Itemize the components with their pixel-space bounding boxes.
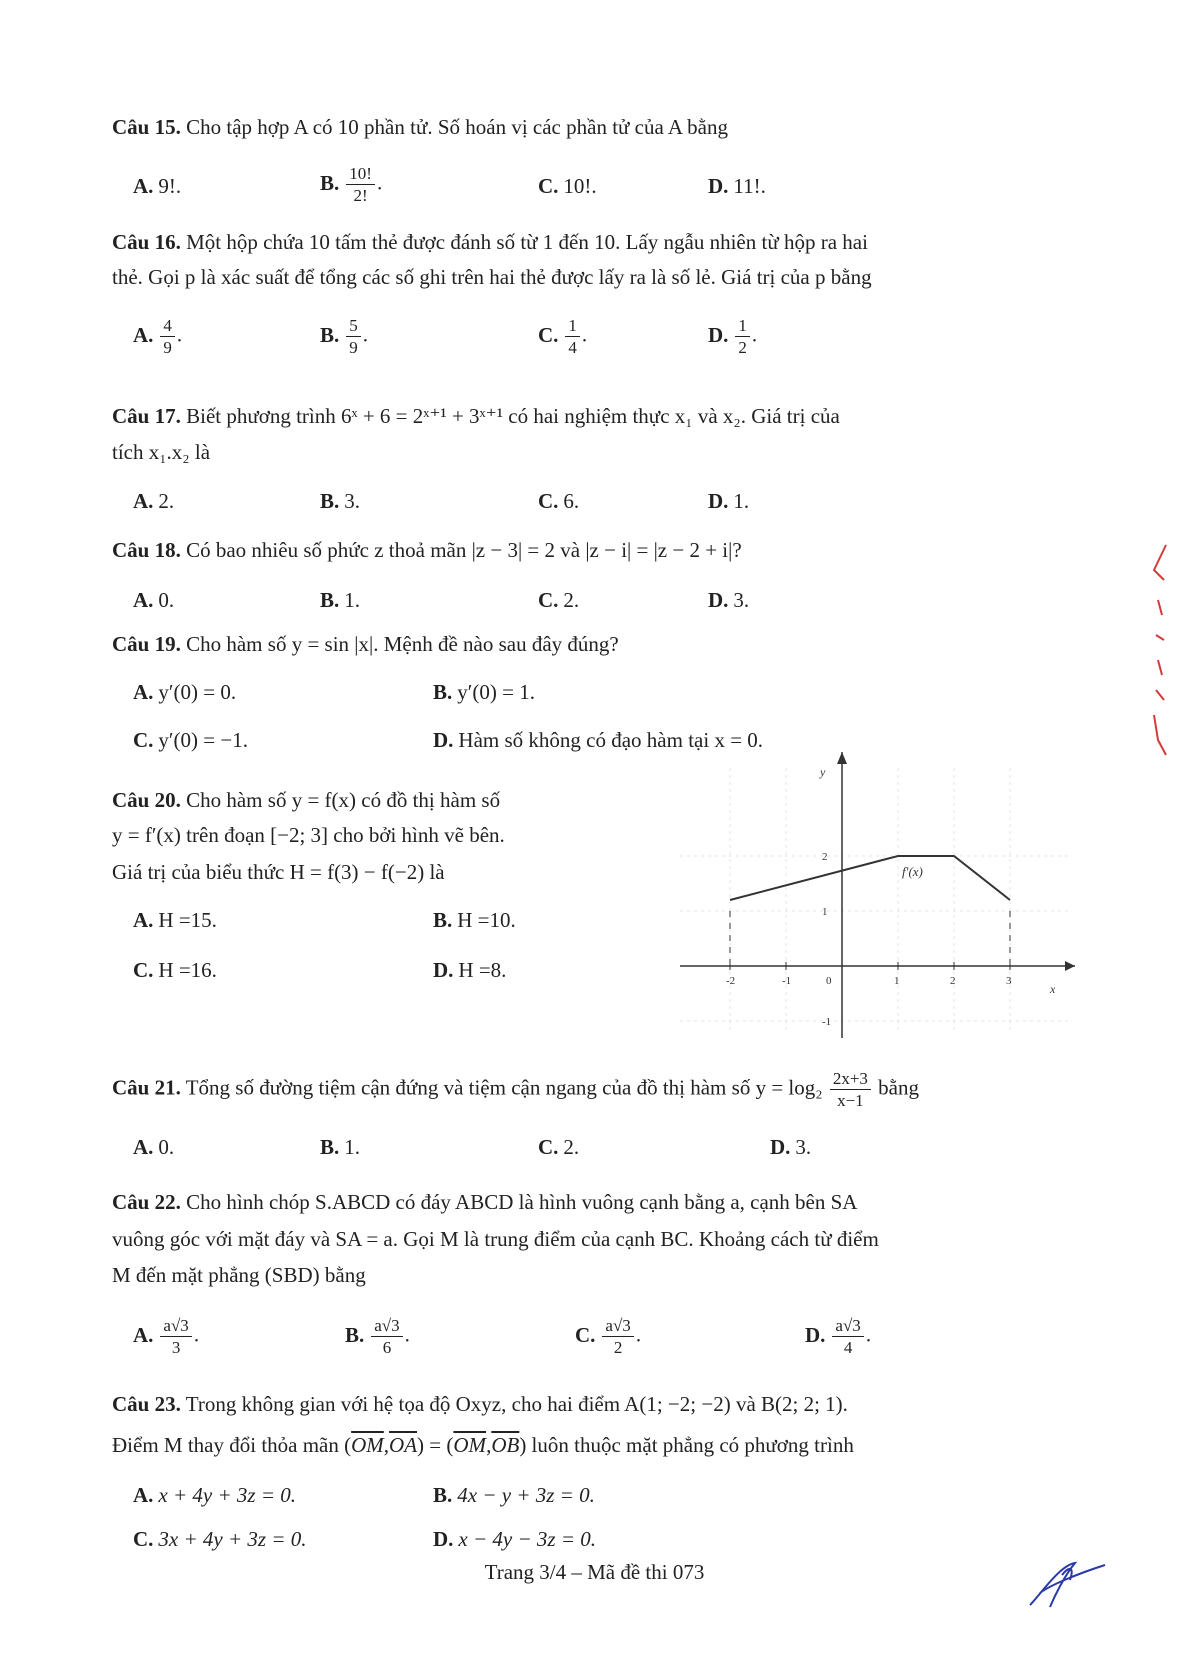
y-tick-label: 1	[822, 906, 828, 918]
q20-stem-line2: y = f′(x) trên đoạn [−2; 3] cho bởi hình vẽ bên.	[112, 823, 505, 847]
y-axis-arrow	[837, 752, 847, 764]
q17-stem-line1: Câu 17. Biết phương trình 6ˣ + 6 = 2ˣ⁺¹ + 3ˣ⁺¹ có hai nghiệm thực x₁ và x₂. Giá trị của	[112, 404, 840, 428]
q23-option-a[interactable]: A. x + 4y + 3z = 0.	[133, 1483, 296, 1507]
vector-ob: $\overline{OB}$	[491, 1433, 520, 1457]
q19-stem: Câu 19. Cho hàm số y = sin |x|. Mệnh đề nào sau đây đúng?	[112, 632, 619, 656]
q15-option-c[interactable]: C. 10!.	[538, 174, 597, 198]
q16-option-d[interactable]: D. $\frac{1}{2}$ .	[708, 316, 758, 358]
q19-option-c[interactable]: C. y′(0) = −1.	[133, 728, 248, 752]
q18-option-c[interactable]: C. 2.	[538, 588, 580, 612]
q17-option-c[interactable]: C. 6.	[538, 489, 580, 513]
q16-stem-line1: Câu 16. Một hộp chứa 10 tấm thẻ được đánh số từ 1 đến 10. Lấy ngẫu nhiên từ hộp ra hai	[112, 230, 868, 254]
q15-option-b[interactable]: B. $\frac{10!}{2!}$ .	[320, 164, 383, 206]
x-tick-label: 0	[826, 975, 832, 987]
x-tick-label: -1	[782, 975, 792, 987]
q16-option-b[interactable]: B. $\frac{5}{9}$ .	[320, 316, 369, 358]
q18-option-d[interactable]: D. 3.	[708, 588, 750, 612]
q20-option-d[interactable]: D. H =8.	[433, 958, 507, 982]
q15-label: Câu 15.	[112, 115, 181, 139]
y-tick-label: 2	[822, 851, 828, 863]
q17-option-a[interactable]: A. 2.	[133, 489, 175, 513]
vector-om: $\overline{OM}$	[351, 1433, 384, 1457]
graph-ticks	[726, 851, 1012, 1028]
q21-option-c[interactable]: C. 2.	[538, 1135, 580, 1159]
q22-option-b[interactable]: B. $\frac{a√3}{6}$ .	[345, 1316, 410, 1358]
x-tick-label: -2	[726, 975, 736, 987]
signature-mark	[1020, 1555, 1110, 1615]
q15-option-d[interactable]: D. 11!.	[708, 174, 766, 198]
q22-option-c[interactable]: C. $\frac{a√3}{2}$ .	[575, 1316, 642, 1358]
q21-stem: Câu 21. Tổng số đường tiệm cận đứng và tiệm cận ngang của đồ thị hàm số y = log₂ $\frac{2x+3}{x-1}$ bằng	[112, 1069, 919, 1111]
q20-stem-line3: Giá trị của biểu thức H = f(3) − f(−2) là	[112, 860, 445, 884]
q22-stem-line2: vuông góc với mặt đáy và SA = a. Gọi M là trung điểm của cạnh BC. Khoảng cách từ điểm	[112, 1227, 879, 1251]
q21-fraction: $\frac{2x+3}{x-1}$	[830, 1068, 871, 1112]
q20-option-c[interactable]: C. H =16.	[133, 958, 217, 982]
q17-option-d[interactable]: D. 1.	[708, 489, 750, 513]
q23-label: Câu 23.	[112, 1392, 181, 1416]
graph-grid	[680, 768, 1070, 1033]
q22-stem-line3: M đến mặt phẳng (SBD) bằng	[112, 1263, 366, 1287]
fprime-graph	[680, 748, 1080, 1048]
q16-option-a[interactable]: A. $\frac{4}{9}$ .	[133, 316, 183, 358]
q18-label: Câu 18.	[112, 538, 181, 562]
x-tick-label: 2	[950, 975, 956, 987]
q19-option-d[interactable]: D. Hàm số không có đạo hàm tại x = 0.	[433, 728, 764, 752]
q18-option-a[interactable]: A. 0.	[133, 588, 175, 612]
q22-label: Câu 22.	[112, 1190, 181, 1214]
x-tick-label: 3	[1006, 975, 1012, 987]
q23-option-b[interactable]: B. 4x − y + 3z = 0.	[433, 1483, 595, 1507]
vector-oa: $\overline{OA}$	[389, 1433, 418, 1457]
q23-option-d[interactable]: D. x − 4y − 3z = 0.	[433, 1527, 596, 1551]
y-tick-label: -1	[822, 1016, 832, 1028]
q19-label: Câu 19.	[112, 632, 181, 656]
curve-label: f′(x)	[902, 864, 923, 879]
q20-option-a[interactable]: A. H =15.	[133, 908, 217, 932]
q21-option-a[interactable]: A. 0.	[133, 1135, 175, 1159]
page-footer: Trang 3/4 – Mã đề thi 073	[484, 1560, 705, 1584]
q22-option-a[interactable]: A. $\frac{a√3}{3}$ .	[133, 1316, 200, 1358]
fprime-curve	[730, 856, 1010, 900]
q19-option-b[interactable]: B. y′(0) = 1.	[433, 680, 535, 704]
q17-option-b[interactable]: B. 3.	[320, 489, 361, 513]
q21-option-d[interactable]: D. 3.	[770, 1135, 812, 1159]
q16-option-c[interactable]: C. $\frac{1}{4}$ .	[538, 316, 588, 358]
q21-option-b[interactable]: B. 1.	[320, 1135, 361, 1159]
q20-option-b[interactable]: B. H =10.	[433, 908, 516, 932]
q18-option-b[interactable]: B. 1.	[320, 588, 361, 612]
q17-stem-line2: tích x₁.x₂ là	[112, 440, 211, 464]
q15-stem	[112, 115, 728, 140]
q22-option-d[interactable]: D. $\frac{a√3}{4}$ .	[805, 1316, 872, 1358]
q20-label: Câu 20.	[112, 788, 181, 812]
q23-option-c[interactable]: C. 3x + 4y + 3z = 0.	[133, 1527, 307, 1551]
q19-option-a[interactable]: A. y′(0) = 0.	[133, 680, 237, 704]
q15-option-a[interactable]: A. 9!.	[133, 174, 182, 198]
x-tick-label: 1	[894, 975, 900, 987]
q21-label: Câu 21.	[112, 1075, 181, 1100]
x-axis-arrow	[1065, 961, 1075, 971]
x-axis-label: x	[1050, 982, 1056, 996]
q23-stem-line1: Câu 23. Trong không gian với hệ tọa độ Oxyz, cho hai điểm A(1; −2; −2) và B(2; 2; 1).	[112, 1392, 848, 1416]
q22-stem-line1: Câu 22. Cho hình chóp S.ABCD có đáy ABCD là hình vuông cạnh bằng a, cạnh bên SA	[112, 1190, 858, 1214]
q15-text: Cho tập hợp A có 10 phần tử. Số hoán vị các phần tử của A bằng	[186, 115, 728, 139]
vector-om-2: $\overline{OM}$	[453, 1433, 487, 1457]
y-axis-label: y	[820, 765, 826, 779]
q16-label: Câu 16.	[112, 230, 181, 254]
q20-stem-line1: Câu 20. Cho hàm số y = f(x) có đồ thị hàm số	[112, 788, 501, 812]
margin-annotation-mark	[1148, 540, 1172, 760]
q18-stem: Câu 18. Có bao nhiêu số phức z thoả mãn |z − 3| = 2 và |z − i| = |z − 2 + i|?	[112, 538, 742, 562]
fraction: $\frac{10!}{2!}$	[346, 163, 375, 207]
q17-label: Câu 17.	[112, 404, 181, 428]
q23-stem-line2: Điểm M thay đổi thỏa mãn $(\overline{OM},\overline{OA}) = (\overline{OM},\overline{OB})$ luôn thuộc mặt phẳng có phương trình	[112, 1433, 854, 1457]
q16-stem-line2: thẻ. Gọi p là xác suất để tổng các số ghi trên hai thẻ được lấy ra là số lẻ. Giá trị của p bằng	[112, 265, 872, 289]
